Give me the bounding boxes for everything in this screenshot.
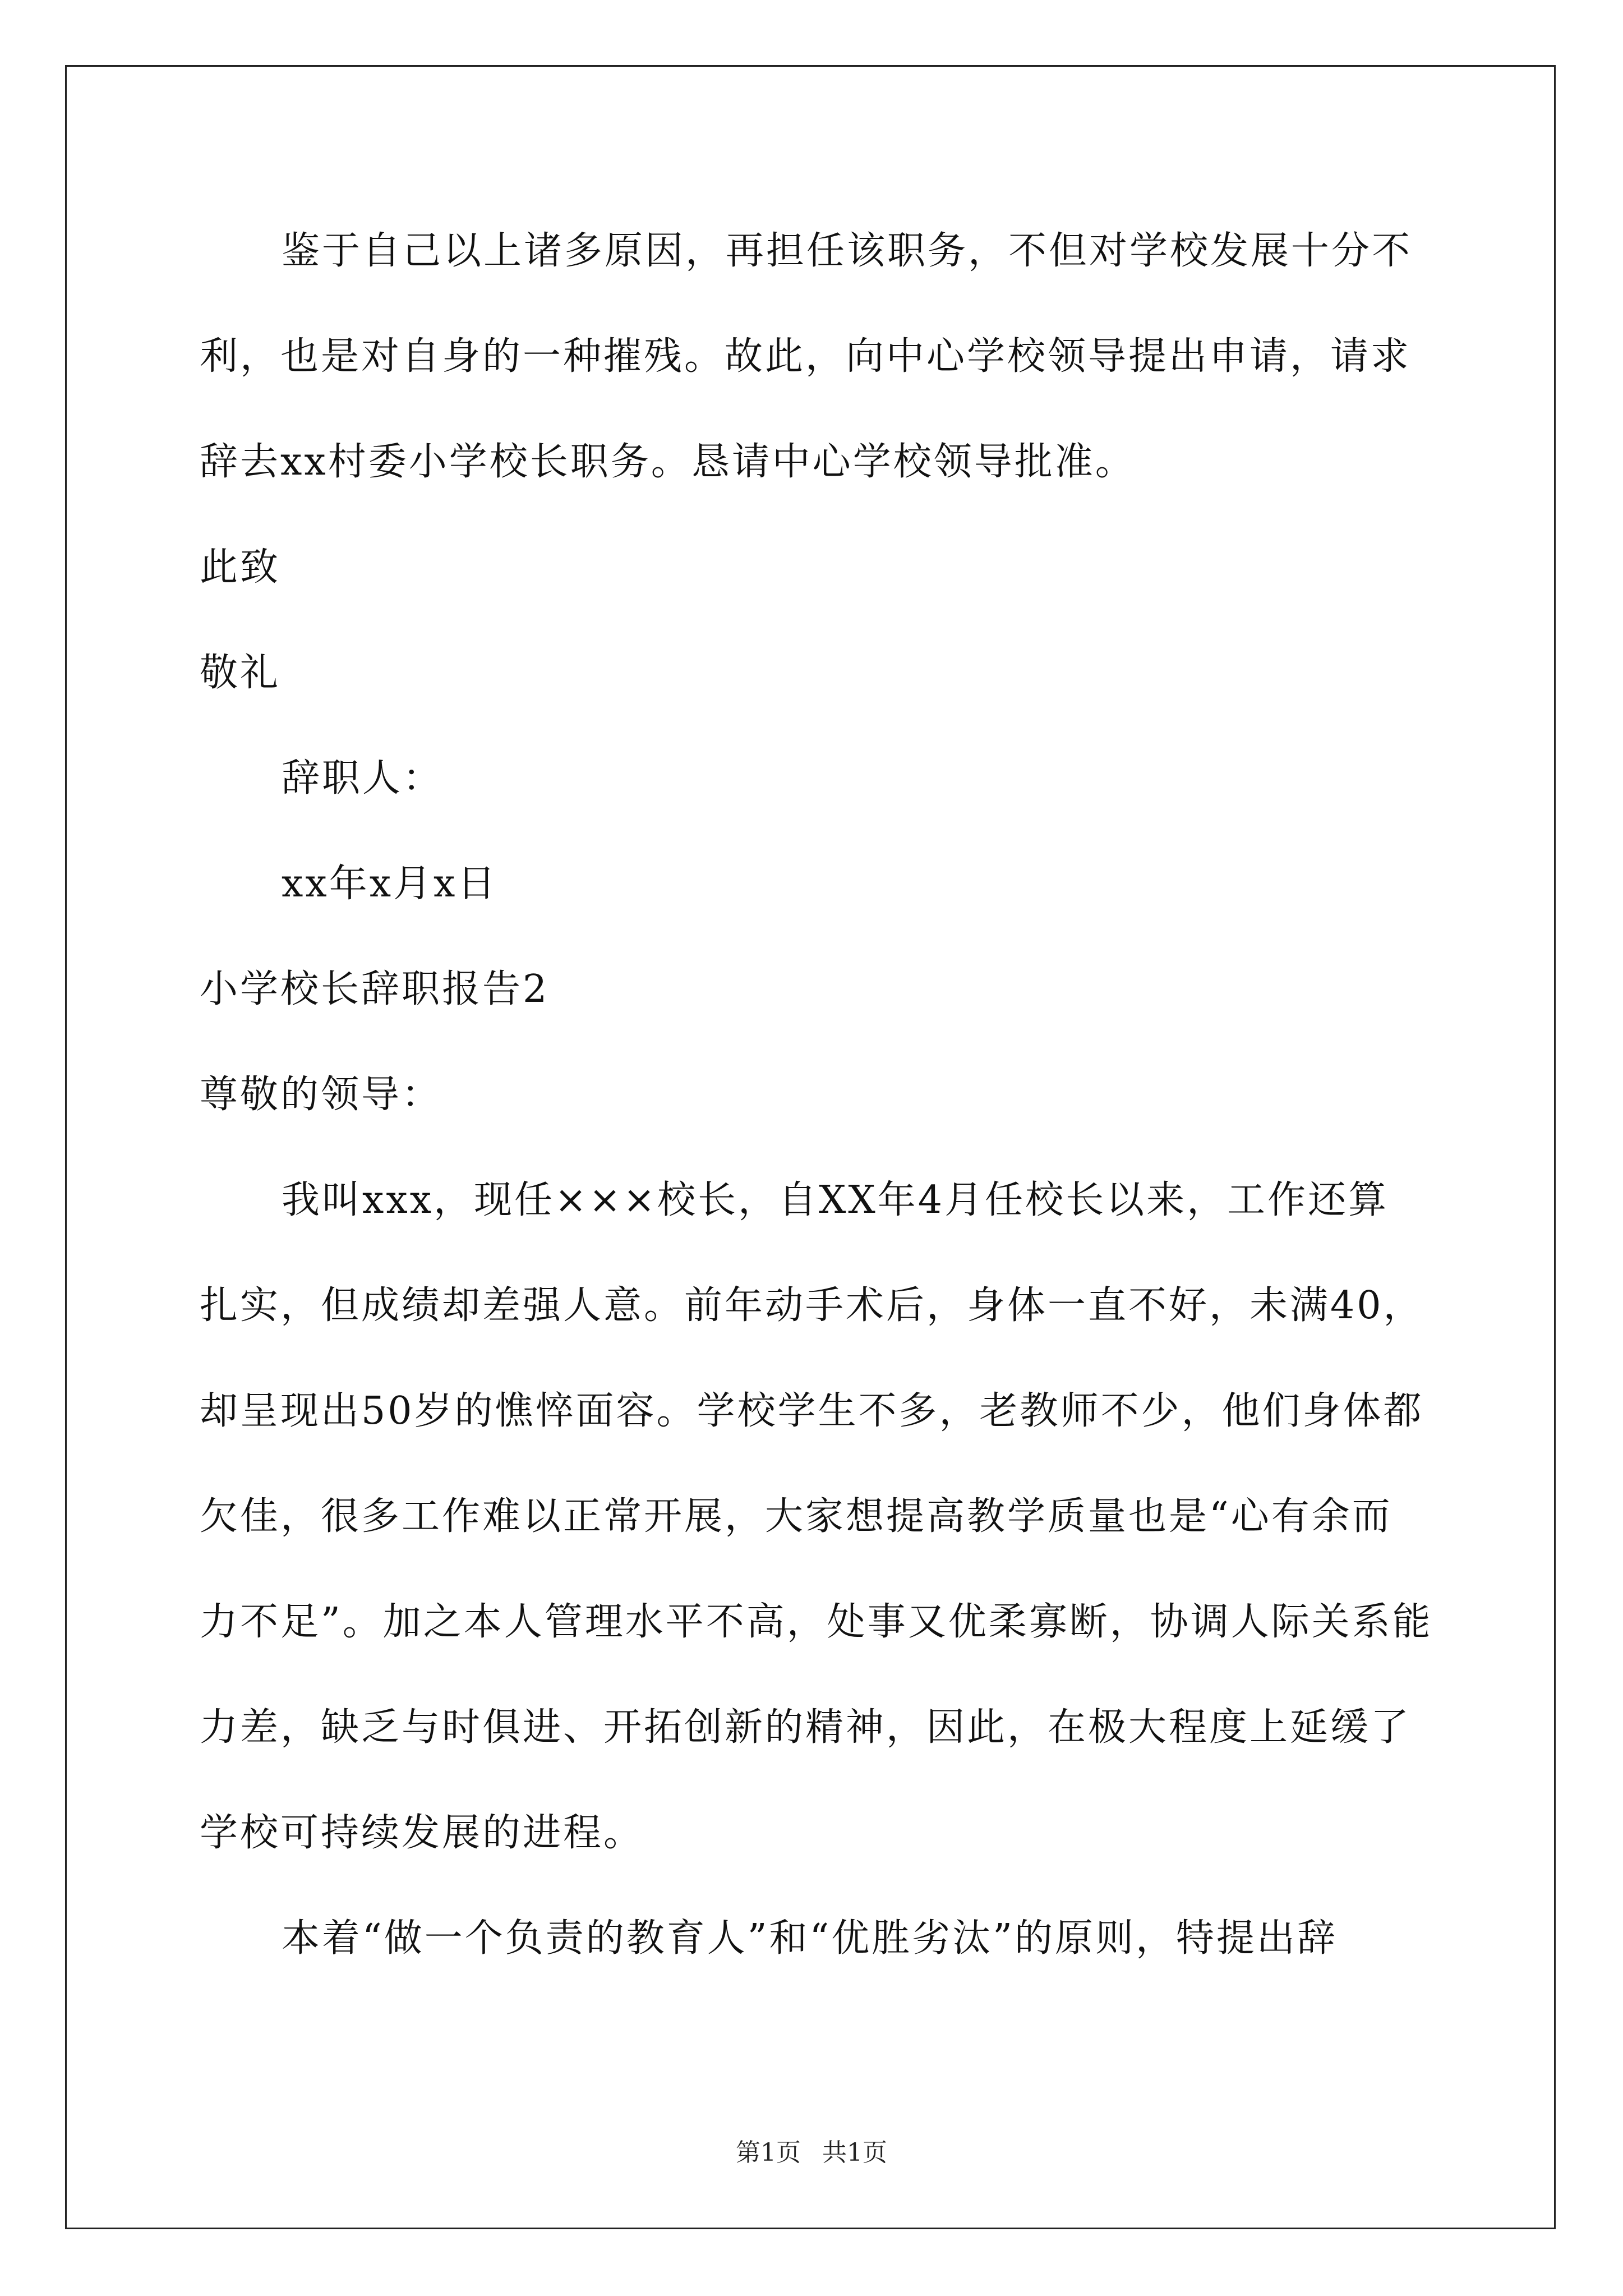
salutation: 尊敬的领导： — [200, 1073, 442, 1117]
page-total: 共1页 — [822, 2138, 887, 2167]
date-line: xx年x月x日 — [282, 862, 498, 906]
closing-line: 此致 — [200, 545, 281, 590]
page-number: 第1页 — [736, 2138, 801, 2167]
page-footer — [0, 2137, 1623, 2169]
page-border — [65, 65, 1556, 2229]
paragraph-line: 我叫xxx，现任×××校长，自XX年4月任校长以来，工作还算 — [282, 1178, 1389, 1222]
paragraph-line: 欠佳，很多工作难以正常开展，大家想提高教学质量也是“心有余而 — [200, 1494, 1393, 1539]
paragraph-line: 扎实，但成绩却差强人意。前年动手术后，身体一直不好，未满40， — [200, 1283, 1424, 1328]
paragraph-line: 利，也是对自身的一种摧残。故此，向中心学校领导提出申请，请求 — [200, 334, 1412, 379]
section-heading: 小学校长辞职报告2 — [200, 967, 550, 1011]
paragraph-line: 却呈现出50岁的憔悴面容。学校学生不多，老教师不少，他们身体都 — [200, 1389, 1424, 1433]
paragraph-line: 学校可持续发展的进程。 — [200, 1811, 644, 1855]
paragraph-line: 力差，缺乏与时俱进、开拓创新的精神，因此，在极大程度上延缓了 — [200, 1705, 1412, 1750]
paragraph-line: 本着“做一个负责的教育人”和“优胜劣汰”的原则，特提出辞 — [282, 1916, 1338, 1961]
closing-line: 敬礼 — [200, 651, 281, 695]
signature-label: 辞职人： — [282, 756, 444, 800]
paragraph-line: 力不足”。加之本人管理水平不高，处事又优柔寡断，协调人际关系能 — [200, 1600, 1433, 1644]
paragraph-line: 鉴于自己以上诸多原因，再担任该职务，不但对学校发展十分不 — [282, 229, 1413, 273]
paragraph-line: 辞去xx村委小学校长职务。恳请中心学校领导批准。 — [200, 440, 1136, 484]
